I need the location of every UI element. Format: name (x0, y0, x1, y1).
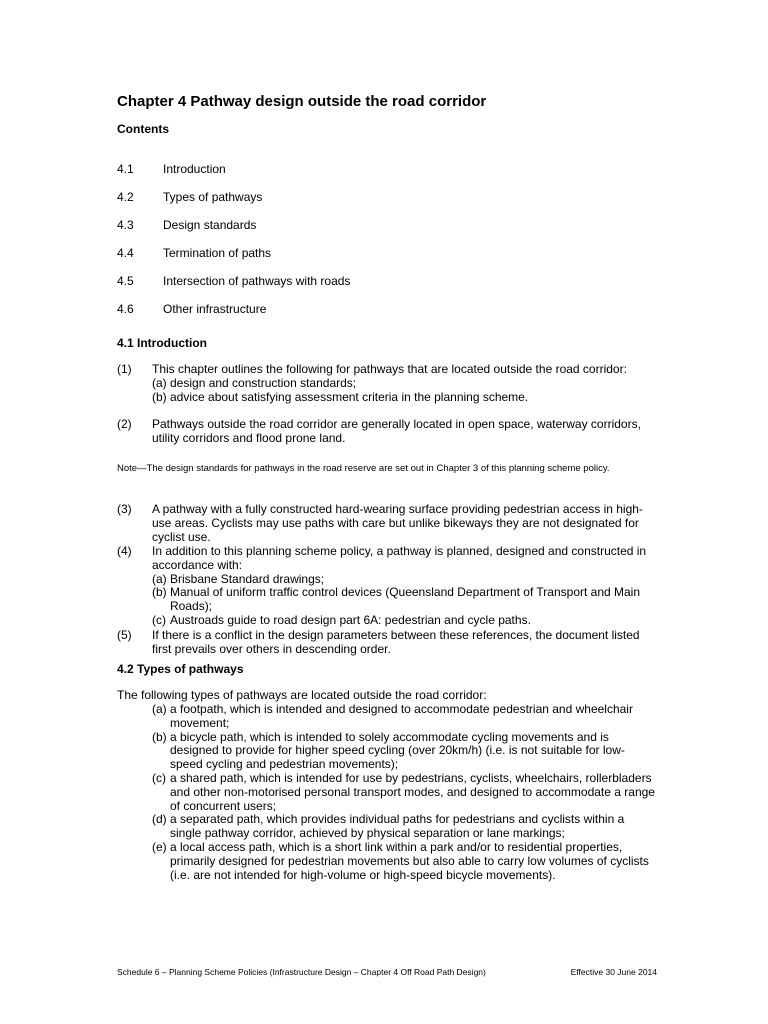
paragraph-5 (117, 629, 657, 657)
sub-item (152, 377, 657, 391)
paragraph-number: (1) (117, 362, 132, 376)
paragraph-3 (117, 503, 657, 544)
list-item-text: a local access path, which is a short link within a park and/or to residential properties, primarily designed for pedestrian movements but also able to carry low volumes of cyclists (i.e. are not intended for high-volume or high-speed bicycle movements). (170, 839, 649, 882)
footer-left-text: Schedule 6 – Planning Scheme Policies (Infrastructure Design – Chapter 4 Off Road Path Design) (117, 967, 486, 977)
sub-item (152, 391, 657, 405)
section-heading-types-of-pathways: 4.2 Types of pathways (117, 662, 244, 676)
sub-item-text: Austroads guide to road design part 6A: pedestrian and cycle paths. (170, 612, 531, 627)
list-item-letter: (d) (152, 812, 167, 827)
sub-item-text: Brisbane Standard drawings; (170, 571, 325, 586)
sub-item-letter: (b) (152, 389, 167, 404)
toc-number: 4.6 (117, 302, 134, 316)
list-item (152, 731, 657, 772)
sub-item-text: Manual of uniform traffic control devices (Queensland Department of Transport and Main Roads); (170, 585, 641, 614)
sub-item (152, 586, 657, 614)
sub-item-text: advice about satisfying assessment criteria in the planning scheme. (170, 389, 529, 404)
paragraph-1 (117, 363, 657, 404)
list-item-letter: (b) (152, 729, 167, 744)
sub-item-text: design and construction standards; (170, 375, 357, 390)
paragraph-2 (117, 418, 657, 446)
paragraph-text: If there is a conflict in the design parameters between these references, the document listed first prevails over others in descending order. (152, 628, 640, 656)
list-item (152, 772, 657, 813)
chapter-title: Chapter 4 Pathway design outside the road corridor (117, 93, 487, 110)
list-item-letter: (e) (152, 839, 167, 854)
footer-effective-date: Effective 30 June 2014 (570, 967, 657, 977)
sub-item-letter: (c) (152, 612, 166, 627)
paragraph-text: Pathways outside the road corridor are generally located in open space, waterway corridors, utility corridors and flood prone land. (152, 417, 641, 445)
paragraph-number: (2) (117, 417, 132, 431)
list-item-letter: (c) (152, 770, 166, 785)
paragraph-number: (5) (117, 628, 132, 642)
toc-label: Types of pathways (163, 190, 263, 204)
paragraph-number: (3) (117, 502, 132, 516)
toc-label: Other infrastructure (163, 302, 267, 316)
toc-number: 4.4 (117, 246, 134, 260)
toc-label: Intersection of pathways with roads (163, 274, 351, 288)
paragraph-number: (4) (117, 544, 132, 558)
list-item-text: a shared path, which is intended for use by pedestrians, cyclists, wheelchairs, rollerbladers and other non-motorised personal transport modes, and designed to accommodate a range of concurrent users; (170, 770, 655, 813)
paragraph-text: A pathway with a fully constructed hard-wearing surface providing pedestrian access in high-use areas. Cyclists may use paths with care but unlike bikeways they are not designated for cyclist use. (152, 502, 643, 544)
list-item-text: a bicycle path, which is intended to solely accommodate cycling movements and is designed to provide for higher speed cycling (over 20km/h) (i.e. is not suitable for low-speed cycling and pedestrian movements); (170, 729, 625, 772)
sub-item-letter: (a) (152, 375, 167, 390)
list-item (152, 813, 657, 841)
sub-item (152, 614, 657, 628)
toc-label: Termination of paths (163, 246, 272, 260)
sub-item-letter: (b) (152, 585, 167, 600)
toc-number: 4.2 (117, 190, 134, 204)
sub-item-letter: (a) (152, 571, 167, 586)
list-item (152, 841, 657, 882)
list-item-letter: (a) (152, 702, 167, 716)
contents-heading: Contents (117, 122, 169, 136)
toc-number: 4.1 (117, 162, 134, 176)
types-intro: The following types of pathways are located outside the road corridor: (117, 688, 487, 702)
note: Note—The design standards for pathways in the road reserve are set out in Chapter 3 of this planning scheme policy. (117, 463, 610, 474)
list-item-text: a separated path, which provides individual paths for pedestrians and cyclists within a single pathway corridor, achieved by physical separation or lane markings; (170, 812, 625, 841)
toc-number: 4.3 (117, 218, 134, 232)
paragraph-4 (117, 545, 657, 628)
pathway-types-list (152, 703, 657, 882)
toc-number: 4.5 (117, 274, 134, 288)
section-heading-introduction: 4.1 Introduction (117, 336, 207, 350)
sub-item (152, 573, 657, 587)
paragraph-text: In addition to this planning scheme policy, a pathway is planned, designed and constructed in accordance with: (152, 544, 647, 572)
toc-label: Introduction (163, 162, 226, 176)
toc-label: Design standards (163, 218, 257, 232)
list-item-text: a footpath, which is intended and designed to accommodate pedestrian and wheelchair movement; (170, 702, 633, 730)
paragraph-text: This chapter outlines the following for pathways that are located outside the road corridor: (152, 362, 627, 376)
list-item (152, 703, 657, 731)
